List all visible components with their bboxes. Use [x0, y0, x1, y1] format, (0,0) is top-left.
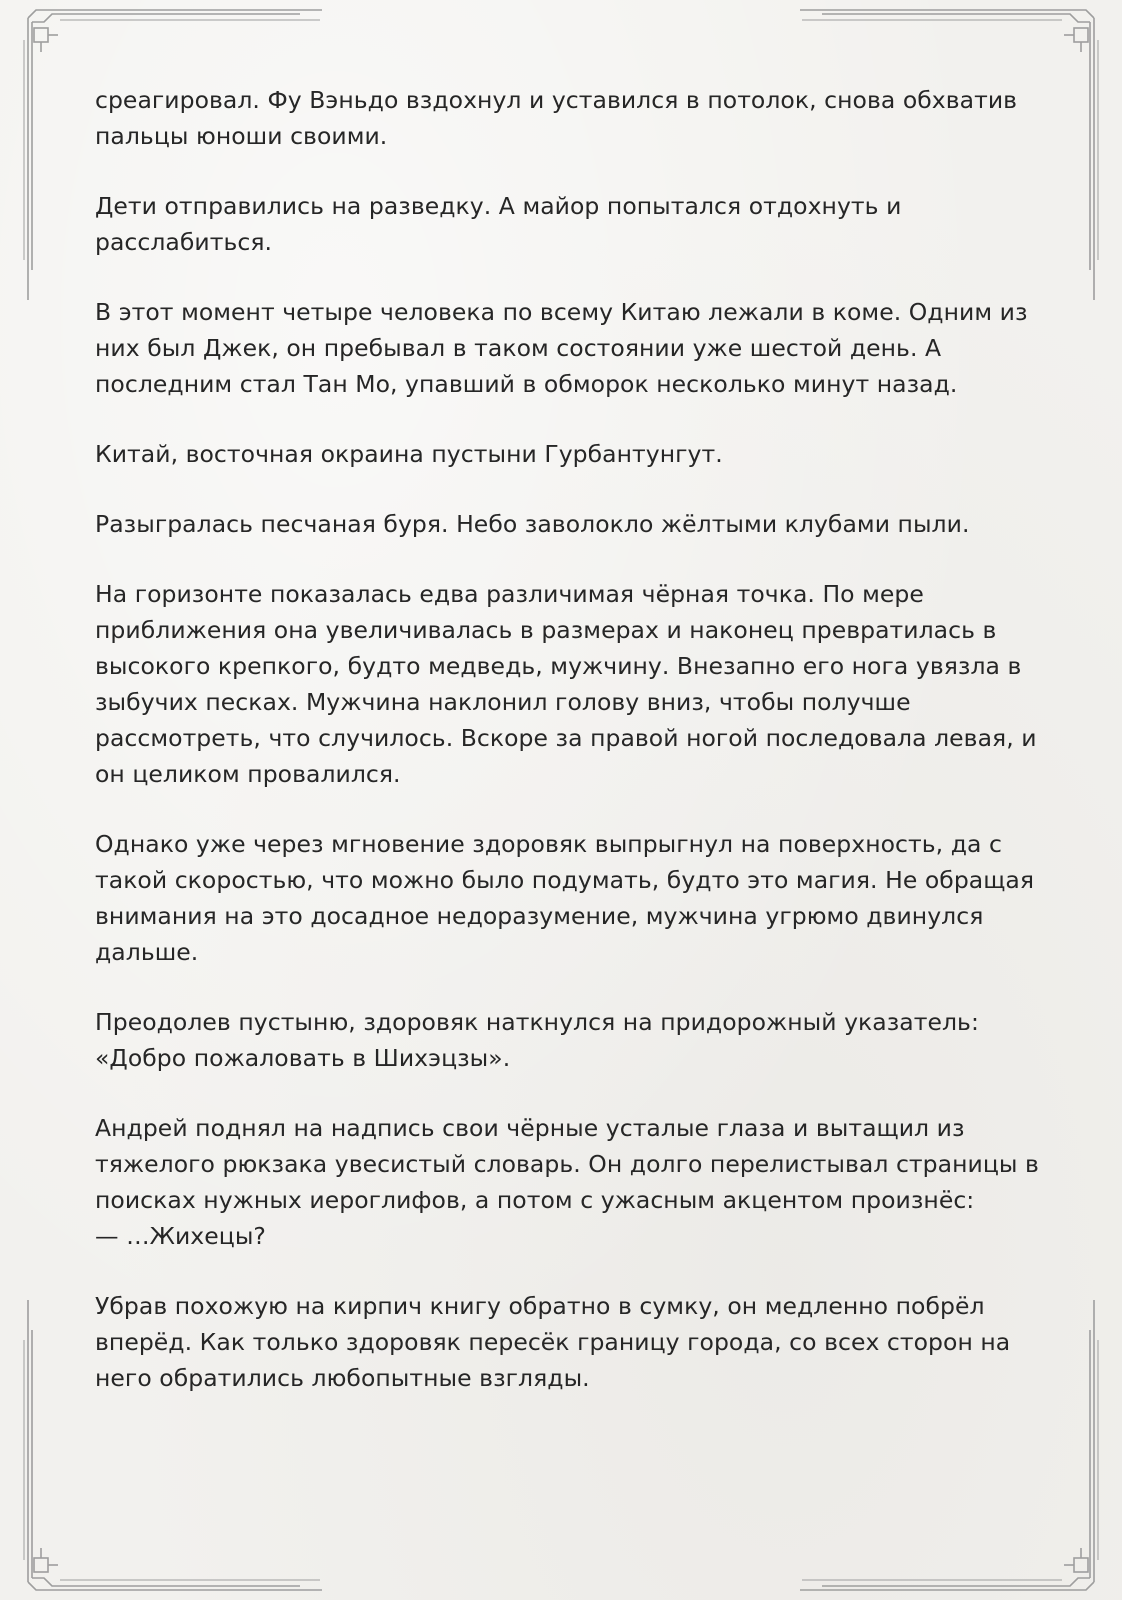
text-line: Убрав похожую на кирпич книгу обратно в сумку, он медленно побрёл [95, 1292, 985, 1320]
text-line: расслабиться. [95, 228, 273, 256]
text-line: высокого крепкого, будто медведь, мужчину. Внезапно его нога увязла в [95, 652, 1022, 680]
text-line: дальше. [95, 938, 199, 966]
text-line: — …Жихецы? [95, 1222, 266, 1250]
paragraph [95, 294, 1035, 402]
paragraph [95, 188, 1035, 260]
text-line: приближения она увеличивалась в размерах и наконец превратилась в [95, 616, 997, 644]
text-line: Разыгралась песчаная буря. Небо заволокло жёлтыми клубами пыли. [95, 510, 970, 538]
text-line: Преодолев пустыню, здоровяк наткнулся на придорожный указатель: [95, 1008, 979, 1036]
text-line: Китай, восточная окраина пустыни Гурбантунгут. [95, 440, 723, 468]
text-line: он целиком провалился. [95, 760, 401, 788]
paragraph [95, 506, 1035, 542]
text-line: поисках нужных иероглифов, а потом с ужасным акцентом произнёс: [95, 1186, 975, 1214]
paragraph [95, 1288, 1035, 1396]
text-line: него обратились любопытные взгляды. [95, 1364, 590, 1392]
paragraph [95, 82, 1035, 154]
paragraph [95, 436, 1035, 472]
text-line: зыбучих песках. Мужчина наклонил голову вниз, чтобы получше [95, 688, 911, 716]
text-line: Однако уже через мгновение здоровяк выпрыгнул на поверхность, да с [95, 830, 1002, 858]
paragraph [95, 826, 1035, 970]
text-line: них был Джек, он пребывал в таком состоянии уже шестой день. А [95, 334, 942, 362]
text-line: среагировал. Фу Вэньдо вздохнул и уставился в потолок, снова обхватив [95, 86, 1018, 114]
paragraph [95, 1004, 1035, 1076]
paragraph [95, 576, 1035, 792]
text-line: На горизонте показалась едва различимая чёрная точка. По мере [95, 580, 924, 608]
paragraph [95, 1110, 1039, 1254]
text-line: внимания на это досадное недоразумение, мужчина угрюмо двинулся [95, 902, 984, 930]
document-body [95, 82, 1039, 1430]
text-line: тяжелого рюкзака увесистый словарь. Он долго перелистывал страницы в [95, 1150, 1039, 1178]
text-line: вперёд. Как только здоровяк пересёк границу города, со всех сторон на [95, 1328, 1011, 1356]
text-line: В этот момент четыре человека по всему Китаю лежали в коме. Одним из [95, 298, 1028, 326]
text-line: рассмотреть, что случилось. Вскоре за правой ногой последовала левая, и [95, 724, 1037, 752]
text-line: Андрей поднял на надпись свои чёрные усталые глаза и вытащил из [95, 1114, 965, 1142]
text-line: такой скоростью, что можно было подумать, будто это магия. Не обращая [95, 866, 1035, 894]
text-line: последним стал Тан Мо, упавший в обморок несколько минут назад. [95, 370, 958, 398]
text-line: пальцы юноши своими. [95, 122, 388, 150]
text-line: «Добро пожаловать в Шихэцзы». [95, 1044, 511, 1072]
text-line: Дети отправились на разведку. А майор попытался отдохнуть и [95, 192, 902, 220]
